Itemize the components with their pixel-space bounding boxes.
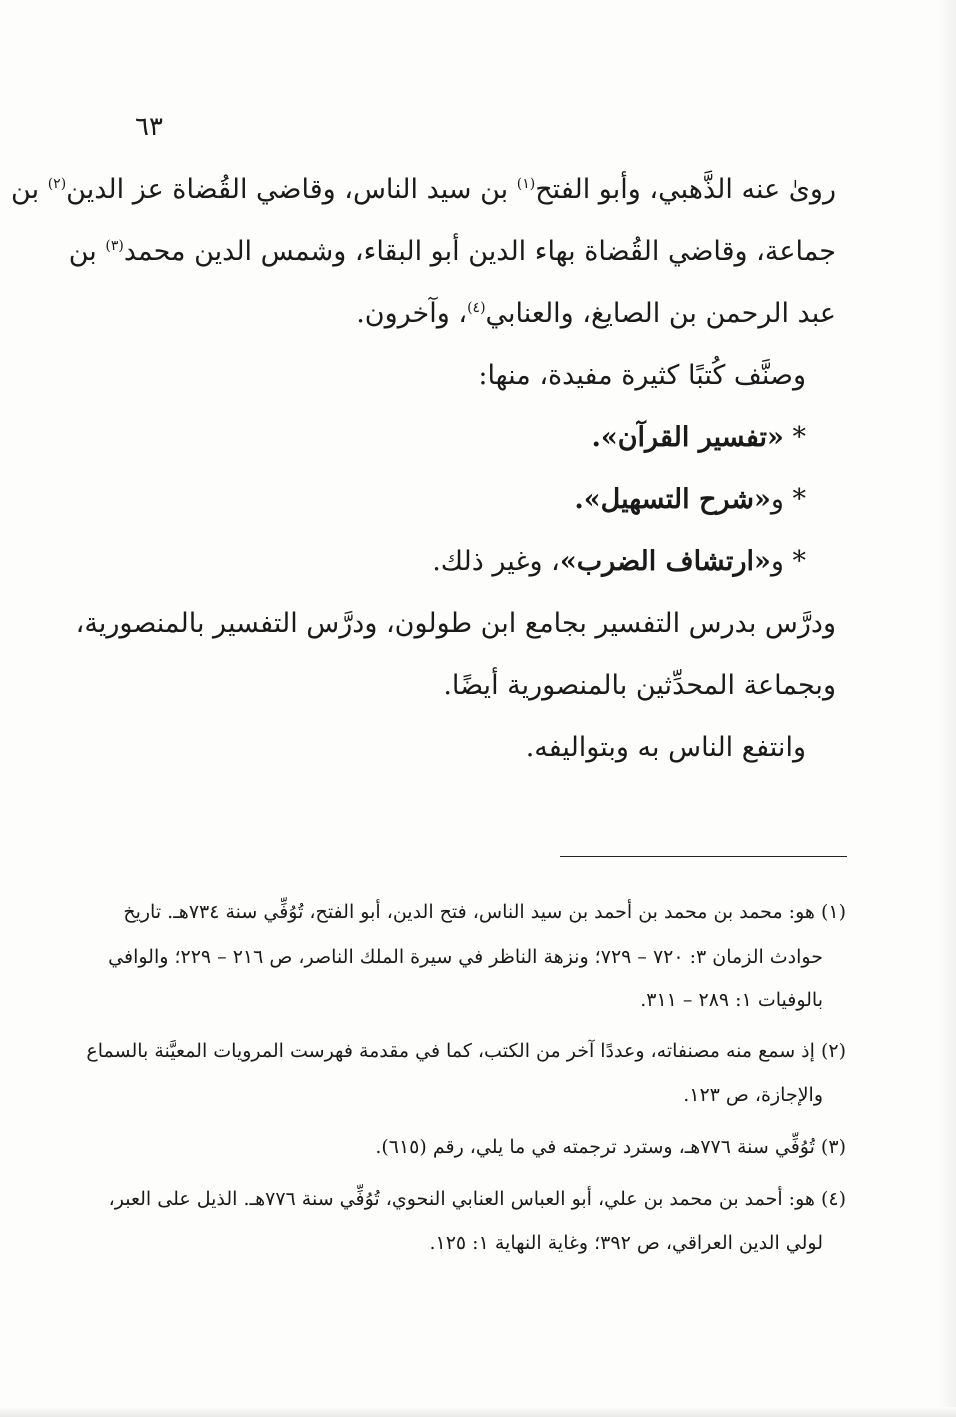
star-icon: * (783, 546, 806, 577)
footnote-1-line-2: حوادث الزمان ٣: ٧٢٠ – ٧٢٩؛ ونزهة الناظر في سيرة الملك الناصر، ص ٢١٦ – ٢٢٩؛ والوافي (108, 946, 823, 968)
body-text: ، وغير ذلك. (432, 546, 560, 577)
book-title: «تفسير القرآن». (591, 422, 784, 453)
footnote-2-line-2: والإجازة، ص ١٢٣. (683, 1084, 823, 1106)
footnote-2-line-1: (٢) إذ سمع منه مصنفاته، وعددًا آخر من الكتب، كما في مقدمة فهرست المرويات المعيَّنة بالسماع (86, 1040, 846, 1062)
body-text: بن (11, 174, 48, 205)
body-line-8: ودرَّس بدرس التفسير بجامع ابن طولون، ودرَّس التفسير بالمنصورية، (75, 608, 836, 639)
list-item-irtishaf (432, 542, 806, 582)
body-text: بن سيد الناس، وقاضي القُضاة عز الدين (66, 174, 517, 205)
body-line-2 (68, 232, 836, 272)
footnote-ref-1: (١) (516, 176, 536, 192)
footnote-ref-4: (٤) (467, 300, 486, 316)
conjunction: و (770, 484, 784, 515)
footnote-ref-2: (٢) (47, 176, 67, 192)
body-text: رویٰ عنه الذَّهبي، وأبو الفتح (535, 174, 836, 205)
body-line-1 (11, 170, 836, 210)
conjunction: و (770, 546, 784, 577)
body-text: ، وآخرون. (356, 298, 468, 329)
page-bottom-shadow (0, 1407, 956, 1417)
footnote-ref-3: (٣) (105, 238, 124, 254)
body-text: جماعة، وقاضي القُضاة بهاء الدين أبو البقاء، وشمس الدين محمد (123, 236, 836, 267)
body-line-4: وصنَّف كُتبًا كثيرة مفيدة، منها: (478, 360, 806, 391)
footnote-separator (560, 856, 847, 857)
footnote-1-line-3: بالوفيات ١: ٢٨٩ – ٣١١. (640, 989, 823, 1011)
body-line-3 (356, 294, 836, 334)
footnote-4-line-1: (٤) هو: أحمد بن محمد بن علي، أبو العباس العنابي النحوي، تُوُفِّي سنة ٧٧٦هـ. الذيل على العبر، (108, 1188, 846, 1210)
book-title: «شرح التسهيل». (574, 484, 771, 515)
body-text: بن (68, 236, 106, 267)
body-line-10: وانتفع الناس به وبتواليفه. (525, 732, 806, 763)
star-icon: * (783, 484, 806, 515)
body-text: عبد الرحمن بن الصايغ، والعنابي (485, 298, 836, 329)
body-line-9: وبجماعة المحدِّثين بالمنصورية أيضًا. (443, 670, 836, 701)
book-title: «ارتشاف الضرب» (559, 546, 771, 577)
page-edge-shadow (938, 0, 956, 1417)
footnote-4-line-2: لولي الدين العراقي، ص ٣٩٢؛ وغاية النهاية ١: ١٢٥. (429, 1232, 823, 1254)
footnote-3-line-1: (٣) تُوُفِّي سنة ٧٧٦هـ، وسترد ترجمته في ما يلي، رقم (٦١٥). (375, 1136, 846, 1158)
page-number: ٦٣ (135, 112, 163, 142)
star-icon: * (783, 422, 806, 453)
list-item-tafsir (591, 418, 806, 458)
list-item-tashil (574, 480, 806, 520)
footnote-1-line-1: (١) هو: محمد بن محمد بن أحمد بن سيد الناس، فتح الدين، أبو الفتح، تُوُفِّي سنة ٧٣٤هـ. تاريخ (123, 901, 846, 923)
